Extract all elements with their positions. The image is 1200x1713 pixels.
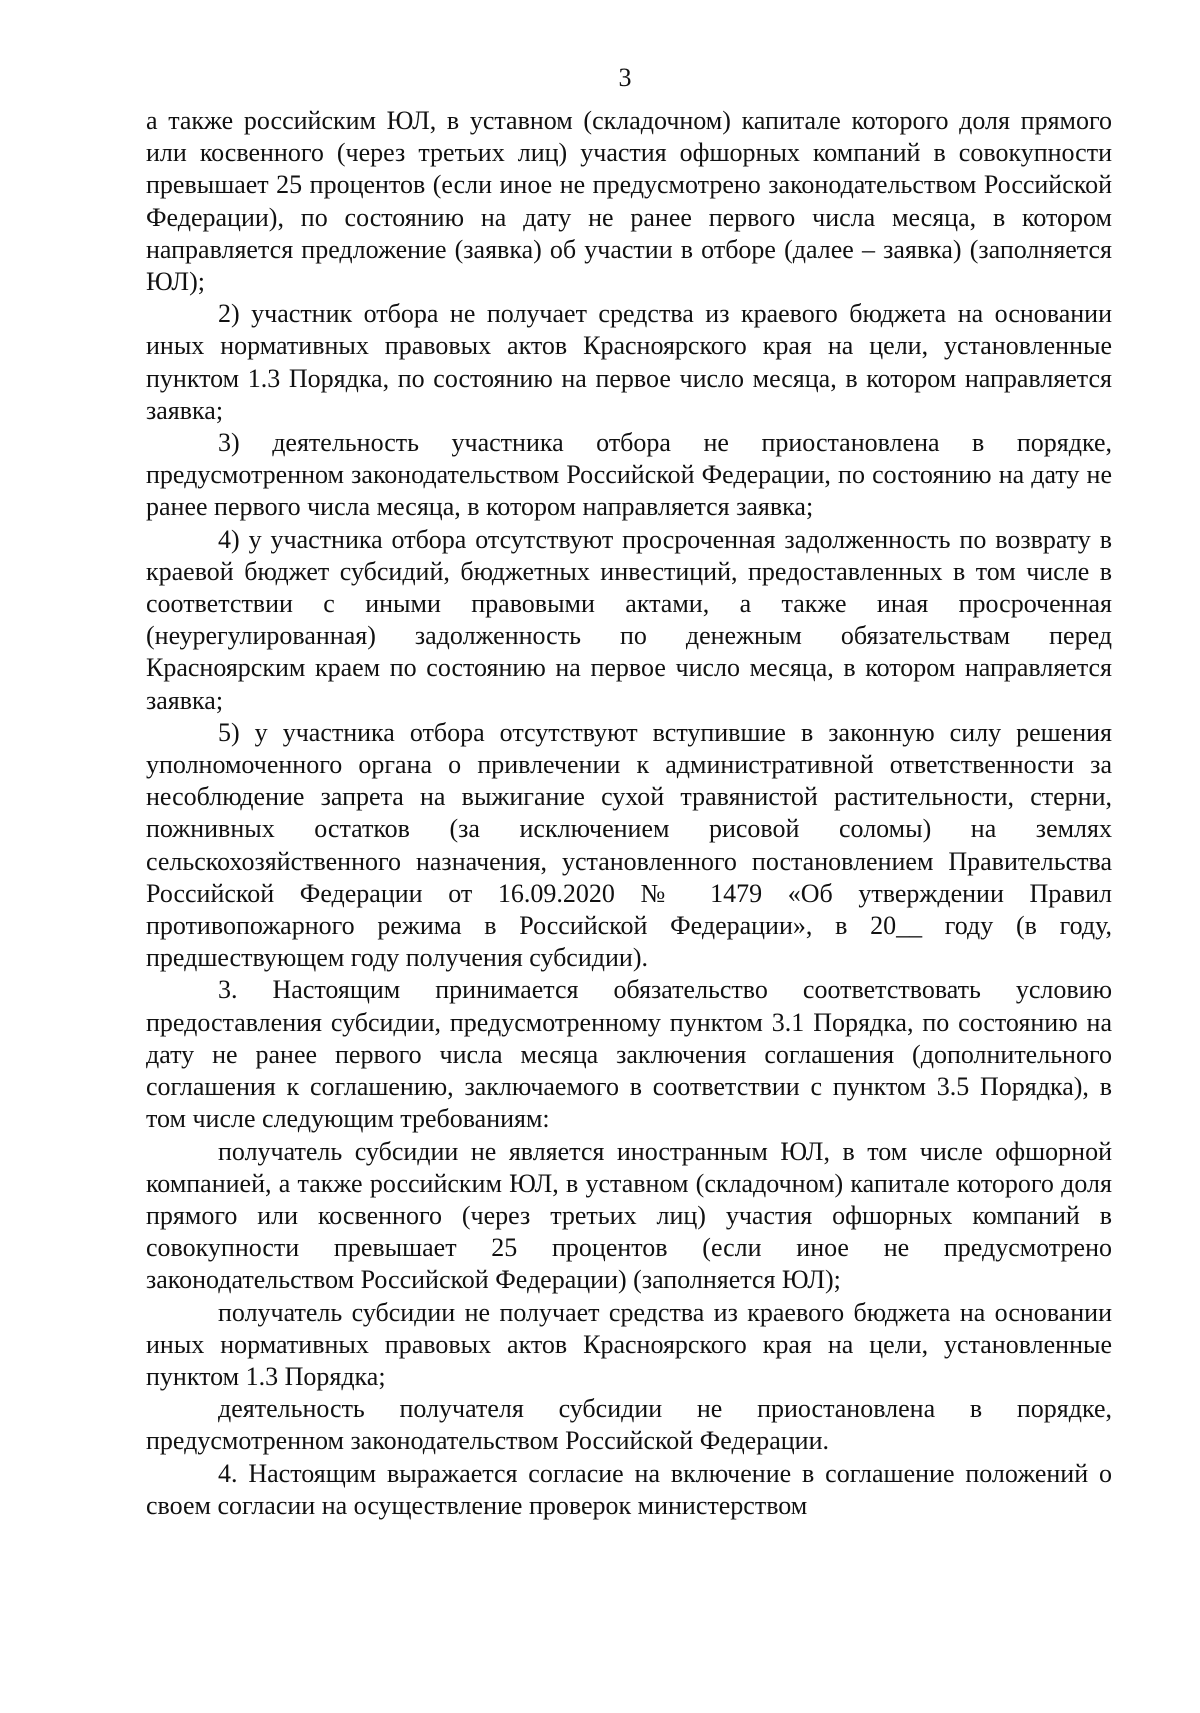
paragraph-requirement-budget: получатель субсидии не получает средства из краевого бюджета на основании иных нормативных правовых актов Красноярского края на цели, установленные пунктом 1.3 Порядка; <box>146 1297 1112 1391</box>
paragraph-requirement-offshore: получатель субсидии не является иностранным ЮЛ, в том числе офшорной компанией, а также российским ЮЛ, в уставном (складочном) капитале которого доля прямого или косвенного (через третьих лиц) участия офшорных компаний в совокупности превышает 25 процентов (если иное не предусмотрено законодательством Российской Федерации) (заполняется ЮЛ); <box>146 1136 1112 1295</box>
paragraph-item-4: 4) у участника отбора отсутствуют просроченная задолженность по возврату в краевой бюджет субсидий, бюджетных инвестиций, предоставленных в том числе в соответствии с иными правовыми актами, а также иная просроченная (неурегулированная) задолженность по денежным обязательствам перед Красноярским краем по состоянию на первое число месяца, в котором направляется заявка; <box>146 524 1112 715</box>
paragraph-item-2: 2) участник отбора не получает средства из краевого бюджета на основании иных нормативных правовых актов Красноярского края на цели, установленные пунктом 1.3 Порядка, по состоянию на первое число месяца, в котором направляется заявка; <box>146 299 1112 425</box>
paragraph-section-3: 3. Настоящим принимается обязательство соответствовать условию предоставления субсидии, предусмотренному пунктом 3.1 Порядка, по состоянию на дату не ранее первого числа месяца заключения соглашения (дополнительного соглашения к соглашению, заключаемого в соответствии с пунктом 3.5 Порядка), в том числе следующим требованиям: <box>146 975 1112 1134</box>
paragraph-section-4: 4. Настоящим выражается согласие на включение в соглашение положений о своем согласии на осуществление проверок министерством <box>146 1458 1112 1520</box>
paragraph-item-3: 3) деятельность участника отбора не приостановлена в порядке, предусмотренном законодательством Российской Федерации, по состоянию на дату не ранее первого числа месяца, в котором направляется заявка; <box>146 428 1112 522</box>
page-number: 3 <box>618 63 632 92</box>
paragraph-requirement-activity: деятельность получателя субсидии не приостановлена в порядке, предусмотренном законодательством Российской Федерации. <box>146 1394 1112 1456</box>
paragraph-continuation: а также российским ЮЛ, в уставном (складочном) капитале которого доля прямого или косвенного (через третьих лиц) участия офшорных компаний в совокупности превышает 25 процентов (если иное не предусмотрено законодательством Российской Федерации), по состоянию на дату не ранее первого числа месяца, в котором направляется предложение (заявка) об участии в отборе (далее – заявка) (заполняется ЮЛ); <box>146 106 1112 297</box>
document-body <box>146 105 1112 1522</box>
paragraph-item-5: 5) у участника отбора отсутствуют вступившие в законную силу решения уполномоченного органа о привлечении к административной ответственности за несоблюдение запрета на выжигание сухой травянистой растительности, стерни, пожнивных остатков (за исключением рисовой соломы) на землях сельскохозяйственного назначения, установленного постановлением Правительства Российской Федерации от 16.09.2020 № 1479 «Об утверждении Правил противопожарного режима в Российской Федерации», в 20__ году (в году, предшествующем году получения субсидии). <box>146 717 1112 973</box>
